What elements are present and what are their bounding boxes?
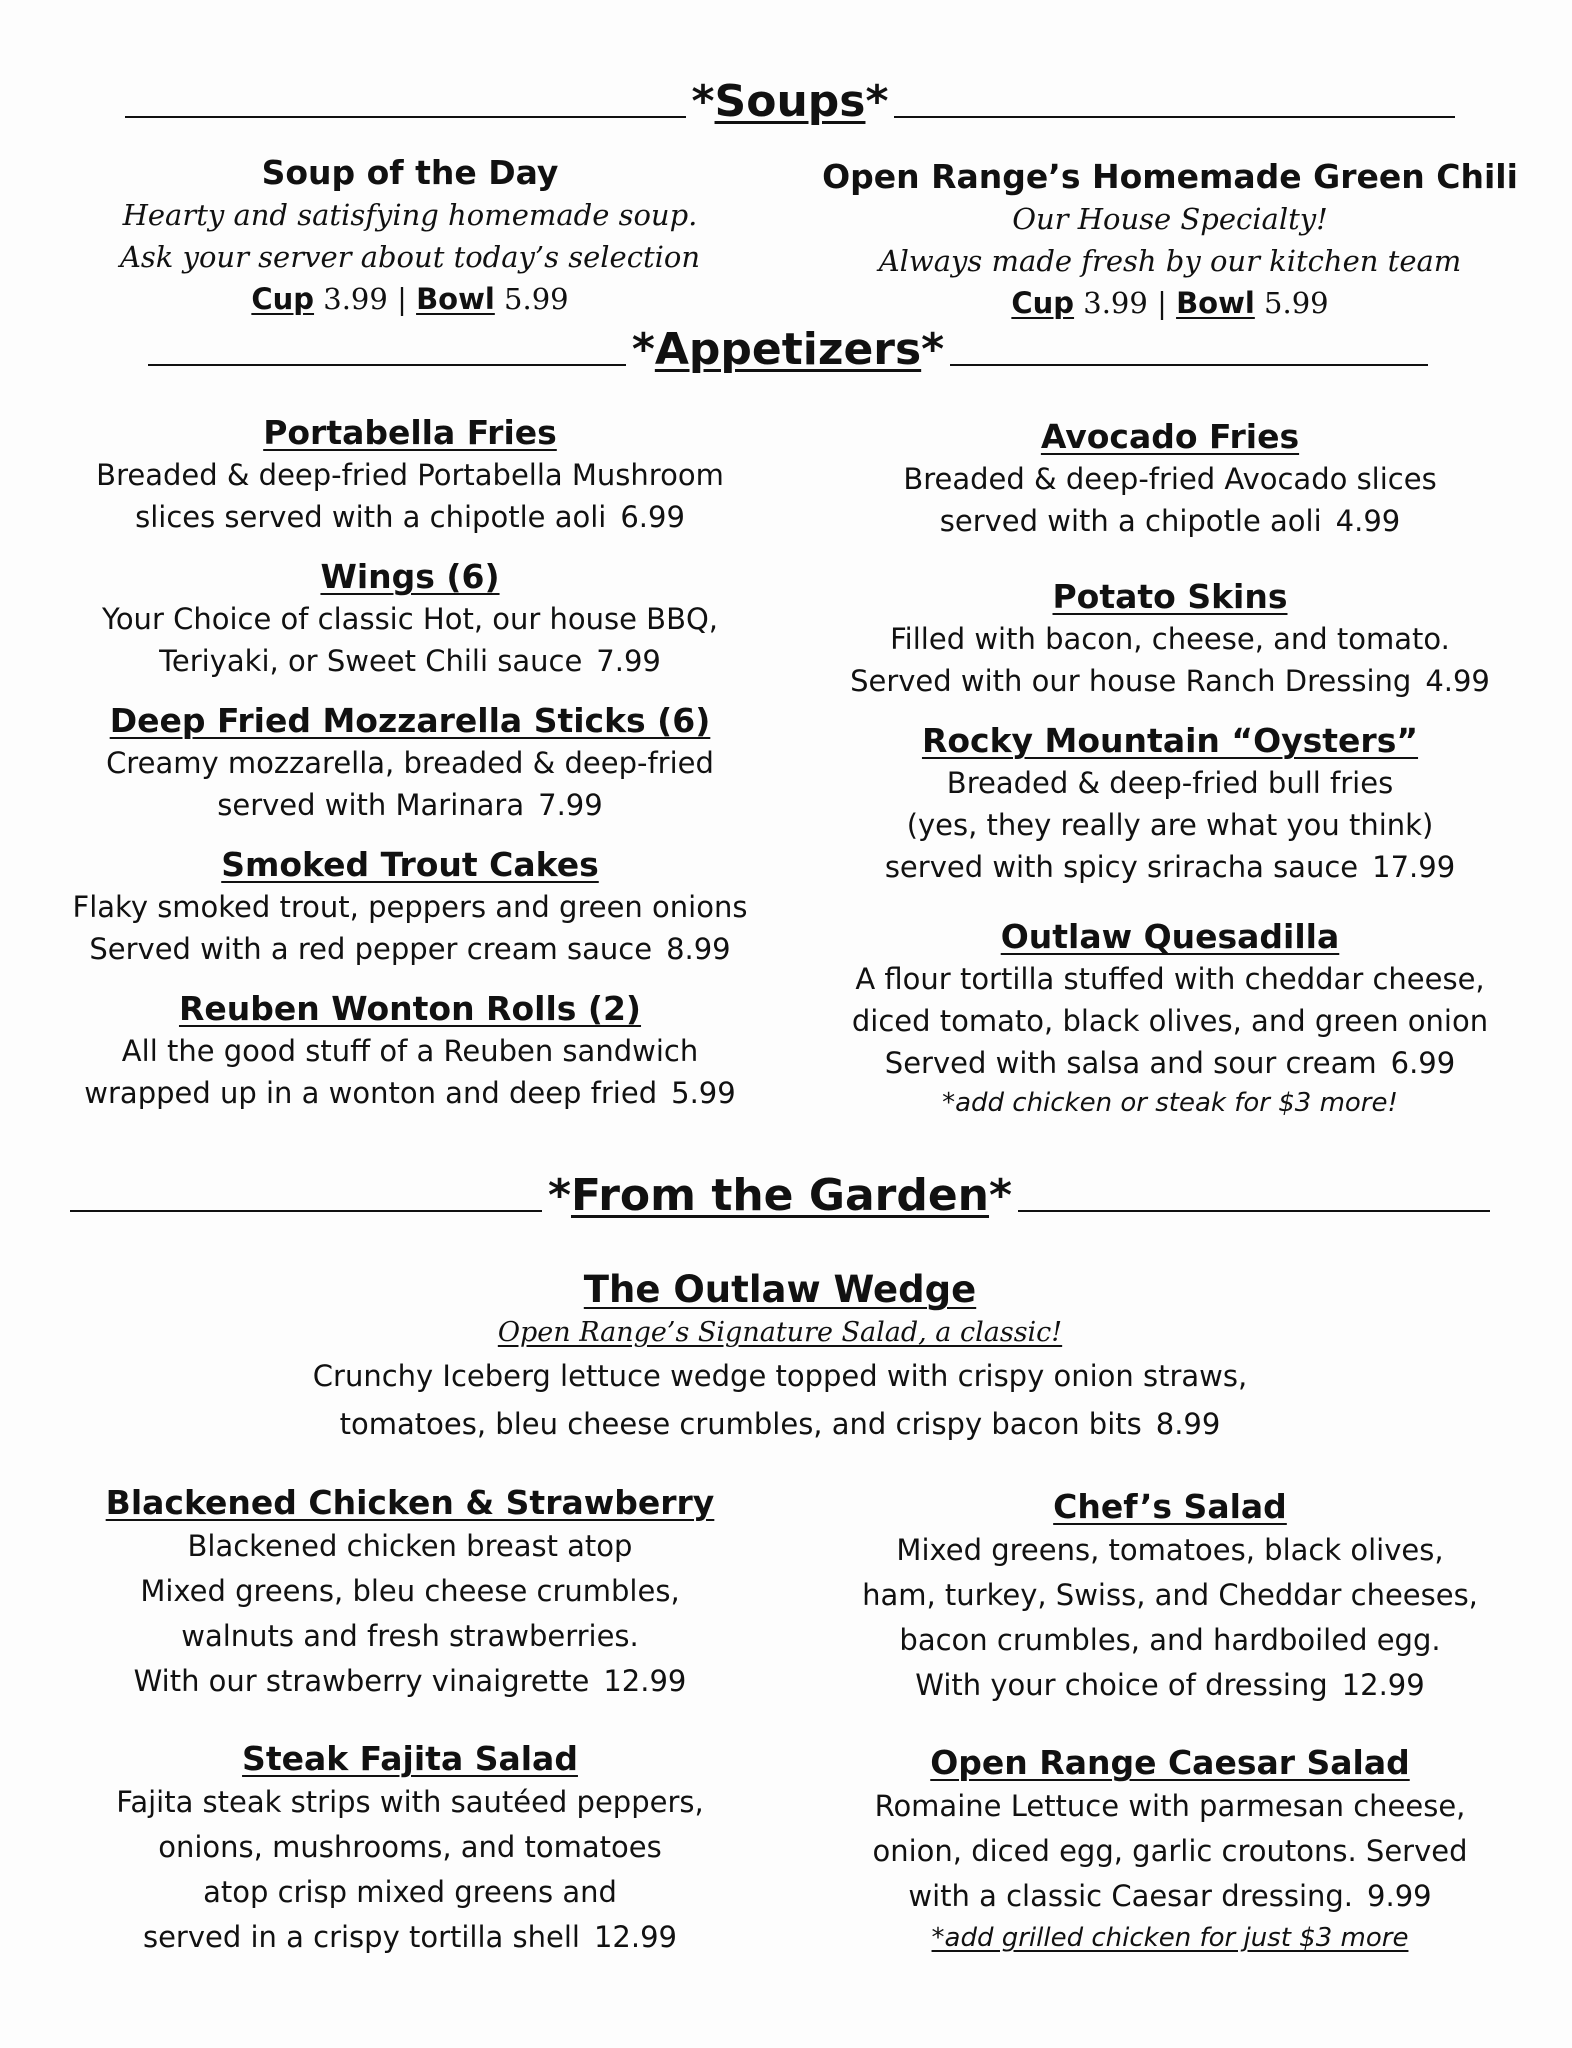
- item-note: *add grilled chicken for just $3 more: [931, 1923, 1409, 1953]
- item-desc: served with spicy sriracha sauce 17.99: [884, 850, 1456, 884]
- menu-item: [50, 988, 770, 1114]
- item-desc: Breaded & deep-fried Avocado slices: [903, 462, 1437, 496]
- item-desc: slices served with a chipotle aoli 6.99: [135, 500, 685, 534]
- item-desc: served with Marinara 7.99: [217, 788, 603, 822]
- item-desc: walnuts and fresh strawberries.: [181, 1619, 639, 1653]
- item-desc: Teriyaki, or Sweet Chili sauce 7.99: [159, 644, 661, 678]
- soups-header: [125, 78, 1455, 126]
- item-price: 4.99: [1335, 504, 1401, 538]
- item-note: *add chicken or steak for $3 more!: [942, 1088, 1398, 1118]
- appetizers-left: [50, 412, 770, 1114]
- item-tagline: Open Range’s Signature Salad, a classic!: [497, 1317, 1063, 1348]
- menu-item: [50, 1738, 770, 1960]
- appetizers-title: *Appetizers*: [631, 324, 945, 375]
- item-name: Reuben Wonton Rolls (2): [178, 989, 642, 1028]
- item-desc: tomatoes, bleu cheese crumbles, and crispy bacon bits 8.99: [339, 1407, 1221, 1441]
- soup-of-the-day: [60, 152, 760, 320]
- bowl-label: Bowl: [416, 282, 495, 316]
- item-desc: Served with salsa and sour cream 6.99: [884, 1046, 1456, 1080]
- item-name: Potato Skins: [1052, 577, 1288, 616]
- menu-item: [810, 720, 1530, 888]
- cup-label: Cup: [1011, 286, 1075, 320]
- garden-header: [70, 1172, 1490, 1220]
- item-name: Steak Fajita Salad: [242, 1739, 578, 1778]
- menu-item: [50, 1482, 770, 1704]
- item-desc: Creamy mozzarella, breaded & deep-fried: [106, 746, 714, 780]
- item-desc: Blackened chicken breast atop: [187, 1529, 633, 1563]
- item-price: 12.99: [603, 1664, 687, 1698]
- cup-label: Cup: [251, 282, 315, 316]
- item-price: 6.99: [1390, 1046, 1456, 1080]
- item-desc: A flour tortilla stuffed with cheddar cheese,: [855, 962, 1485, 996]
- item-price: 12.99: [1341, 1668, 1425, 1702]
- item-price: 6.99: [620, 500, 685, 534]
- item-price: 7.99: [538, 788, 603, 822]
- item-sizes: [820, 282, 1520, 324]
- item-name: Outlaw Quesadilla: [1000, 917, 1340, 956]
- item-desc: Mixed greens, bleu cheese crumbles,: [140, 1574, 680, 1608]
- item-desc: with a classic Caesar dressing. 9.99: [908, 1879, 1432, 1913]
- item-price: 8.99: [666, 932, 731, 966]
- item-price: 4.99: [1425, 664, 1490, 698]
- bowl-price: 5.99: [504, 282, 569, 316]
- item-price: 7.99: [596, 644, 661, 678]
- item-desc: Your Choice of classic Hot, our house BBQ,: [101, 602, 719, 636]
- item-desc: With your choice of dressing 12.99: [915, 1668, 1425, 1702]
- item-desc: served with a chipotle aoli 4.99: [939, 504, 1401, 538]
- menu-item: [810, 576, 1530, 702]
- garden-left: [50, 1482, 770, 1960]
- item-desc: With our strawberry vinaigrette 12.99: [133, 1664, 687, 1698]
- item-desc: Breaded & deep-fried Portabella Mushroom: [96, 458, 724, 492]
- garden-title: *From the Garden*: [547, 1170, 1013, 1221]
- separator: |: [1157, 286, 1167, 320]
- item-name: The Outlaw Wedge: [583, 1268, 977, 1311]
- bowl-price: 5.99: [1264, 286, 1329, 320]
- garden-right: [810, 1486, 1530, 1957]
- item-desc: Flaky smoked trout, peppers and green onions: [72, 890, 748, 924]
- menu-item: [50, 700, 770, 826]
- item-name: Smoked Trout Cakes: [221, 845, 599, 884]
- separator: |: [397, 282, 407, 316]
- header-rule-right: [1018, 1210, 1490, 1212]
- item-desc: atop crisp mixed greens and: [203, 1875, 617, 1909]
- item-desc: Served with a red pepper cream sauce 8.99: [89, 932, 731, 966]
- header-rule-left: [148, 364, 626, 366]
- item-desc: bacon crumbles, and hardboiled egg.: [899, 1623, 1441, 1657]
- item-price: 17.99: [1372, 850, 1456, 884]
- item-desc: Served with our house Ranch Dressing 4.99: [850, 664, 1490, 698]
- item-desc: Ask your server about today’s selection: [119, 240, 701, 274]
- menu-item: [810, 1742, 1530, 1957]
- item-desc: Our House Specialty!: [1012, 202, 1328, 236]
- item-desc: Mixed greens, tomatoes, black olives,: [896, 1533, 1444, 1567]
- item-name: Avocado Fries: [1040, 417, 1300, 456]
- item-name: Soup of the Day: [261, 153, 559, 192]
- item-price: 12.99: [593, 1920, 677, 1954]
- header-rule-left: [70, 1210, 542, 1212]
- item-sizes: [60, 278, 760, 320]
- item-desc: (yes, they really are what you think): [906, 808, 1434, 842]
- outlaw-wedge: [200, 1266, 1360, 1448]
- item-desc: Filled with bacon, cheese, and tomato.: [890, 622, 1450, 656]
- header-rule-right: [894, 116, 1455, 118]
- item-desc: Hearty and satisfying homemade soup.: [122, 198, 698, 232]
- item-name: Open Range’s Homemade Green Chili: [822, 157, 1518, 196]
- header-rule-right: [950, 364, 1428, 366]
- item-desc: onions, mushrooms, and tomatoes: [158, 1830, 662, 1864]
- item-desc: Fajita steak strips with sautéed peppers,: [116, 1785, 704, 1819]
- menu-item: [50, 844, 770, 970]
- item-desc: wrapped up in a wonton and deep fried 5.99: [84, 1076, 736, 1110]
- green-chili: [820, 156, 1520, 324]
- menu-item: [50, 556, 770, 682]
- item-name: Rocky Mountain “Oysters”: [921, 721, 1419, 760]
- bowl-label: Bowl: [1176, 286, 1255, 320]
- item-desc: Breaded & deep-fried bull fries: [946, 766, 1394, 800]
- item-name: Portabella Fries: [263, 413, 557, 452]
- item-name: Blackened Chicken & Strawberry: [105, 1483, 715, 1522]
- item-desc: Always made fresh by our kitchen team: [878, 244, 1462, 278]
- soups-title: *Soups*: [691, 76, 889, 127]
- cup-price: 3.99: [1083, 286, 1148, 320]
- item-desc: Crunchy Iceberg lettuce wedge topped with crispy onion straws,: [312, 1359, 1248, 1393]
- item-desc: diced tomato, black olives, and green onion: [851, 1004, 1489, 1038]
- menu-item: [50, 412, 770, 538]
- menu-item: [810, 1486, 1530, 1708]
- menu-item: [810, 416, 1530, 542]
- item-desc: ham, turkey, Swiss, and Cheddar cheeses,: [862, 1578, 1478, 1612]
- menu-item: [810, 916, 1530, 1122]
- item-name: Chef’s Salad: [1053, 1487, 1287, 1526]
- item-desc: served in a crispy tortilla shell 12.99: [142, 1920, 677, 1954]
- appetizers-right: [810, 416, 1530, 1122]
- item-name: Deep Fried Mozzarella Sticks (6): [109, 701, 711, 740]
- item-name: Wings (6): [320, 557, 500, 596]
- item-price: 5.99: [671, 1076, 736, 1110]
- item-name: Open Range Caesar Salad: [930, 1743, 1410, 1782]
- item-price: 9.99: [1367, 1879, 1432, 1913]
- item-price: 8.99: [1155, 1407, 1221, 1441]
- appetizers-header: [148, 326, 1428, 374]
- cup-price: 3.99: [323, 282, 388, 316]
- header-rule-left: [125, 116, 686, 118]
- item-desc: All the good stuff of a Reuben sandwich: [121, 1034, 699, 1068]
- item-desc: onion, diced egg, garlic croutons. Served: [872, 1834, 1468, 1868]
- item-desc: Romaine Lettuce with parmesan cheese,: [874, 1789, 1466, 1823]
